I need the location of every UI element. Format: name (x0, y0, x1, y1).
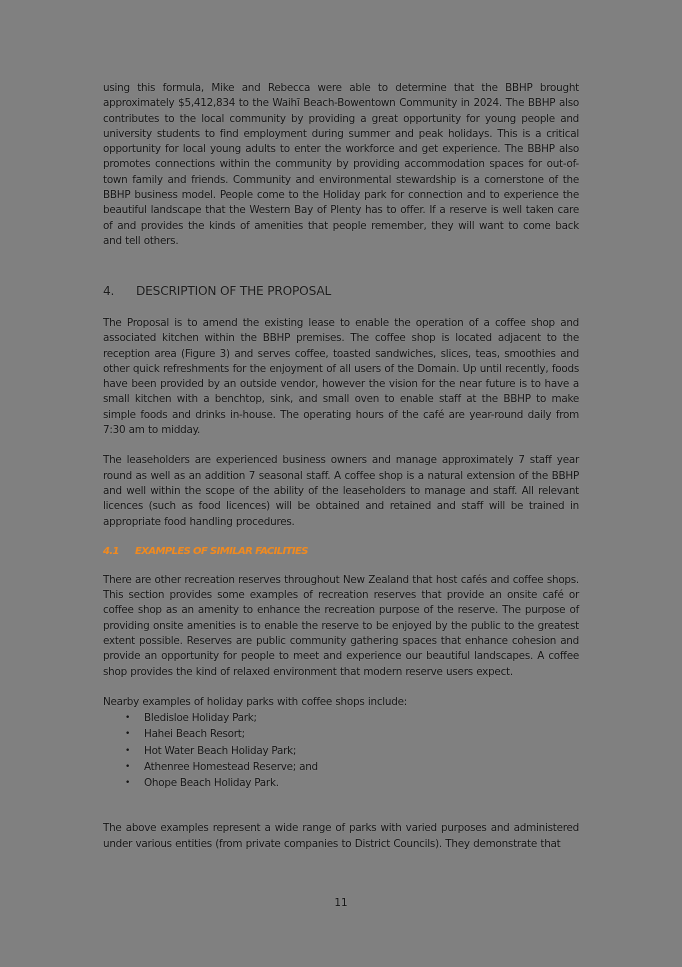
holiday-parks-list (103, 710, 579, 791)
list-item (125, 759, 579, 775)
bullet-icon: • (125, 713, 131, 724)
leaseholders-paragraph: The leaseholders are experienced business owners and manage approximately 7 staff year round as well as an addition 7 seasonal staff. A coffee shop is a natural extension of the BBHP and well within the scope of the ability of the leaseholders to manage and staff. All relevant licences (such as food licences) will be obtained and retained and staff will be trained in appropriate food handling procedures. (103, 454, 579, 528)
bullet-icon: • (125, 745, 131, 756)
section-4-1-heading (103, 544, 579, 559)
bullet-icon: • (125, 729, 131, 740)
list-item (125, 775, 579, 791)
list-item (125, 710, 579, 726)
section-4-heading (103, 283, 579, 299)
proposal-paragraph: The Proposal is to amend the existing lease to enable the operation of a coffee shop and associated kitchen within the BBHP premises. The coffee shop is located adjacent to the reception area (Figure 3) and serves coffee, toasted sandwiches, slices, teas, smoothies and other quick refreshments for the enjoyment of all users of the Domain. Up until recently, foods have been provided by an outside vendor, however the vision for the near future is to have a small kitchen with a benchtop, sink, and small oven to enable staff at the BBHP to make simple foods and drinks in-house. The operating hours of the café are year-round daily from 7:30 am to midday. (103, 317, 579, 437)
section-4-1-number: 4.1 (103, 545, 119, 557)
section-4-title: DESCRIPTION OF THE PROPOSAL (136, 284, 332, 298)
section-4-1-title: EXAMPLES OF SIMILAR FACILITIES (135, 545, 308, 557)
list-item-text: Hahei Beach Resort; (144, 728, 245, 741)
document-page (103, 81, 579, 852)
page-number: 11 (334, 897, 348, 909)
list-item (125, 726, 579, 742)
similar-facilities-paragraph: There are other recreation reserves throughout New Zealand that host cafés and coffee shops. This section provides some examples of recreation reserves that provide an onsite café or coffee shop as an amenity to enhance the recreation purpose of the reserve. The purpose of providing onsite amenities is to enable the reserve to be enjoyed by the public to the greatest extent possible. Reserves are public community gathering spaces that enhance cohesion and provide an opportunity for people to meet and experience our beautiful landscapes. A coffee shop provides the kind of relaxed environment that modern reserve users expect. (103, 573, 579, 678)
bullet-icon: • (125, 761, 131, 772)
list-item (125, 743, 579, 759)
list-item-text: Bledisloe Holiday Park; (144, 712, 257, 725)
list-item-text: Ohope Beach Holiday Park. (144, 777, 279, 790)
bullet-icon: • (125, 778, 131, 789)
section-4-number: 4. (103, 284, 115, 298)
list-item-text: Athenree Homestead Reserve; and (144, 760, 318, 773)
intro-paragraph: using this formula, Mike and Rebecca were able to determine that the BBHP brought approximately $5,412,834 to the Waihī Beach-Bowentown Community in 2024. The BBHP also contributes to the local community by providing a great opportunity for young people and university students to find employment during summer and peak holidays. This is a critical opportunity for local young adults to enter the workforce and get experience. The BBHP also promotes connections within the community by providing accommodation spaces for out-of-town family and friends. Community and environmental stewardship is a cornerstone of the BBHP business model. People come to the Holiday park for connection and to experience the beautiful landscape that the Western Bay of Plenty has to offer. If a reserve is well taken care of and provides the kinds of amenities that people remember, they will want to come back and tell others. (103, 82, 579, 247)
list-intro: Nearby examples of holiday parks with coffee shops include: (103, 695, 407, 708)
closing-paragraph: The above examples represent a wide range of parks with varied purposes and administered under various entities (from private companies to District Councils). They demonstrate that (103, 822, 579, 850)
list-item-text: Hot Water Beach Holiday Park; (144, 744, 297, 757)
